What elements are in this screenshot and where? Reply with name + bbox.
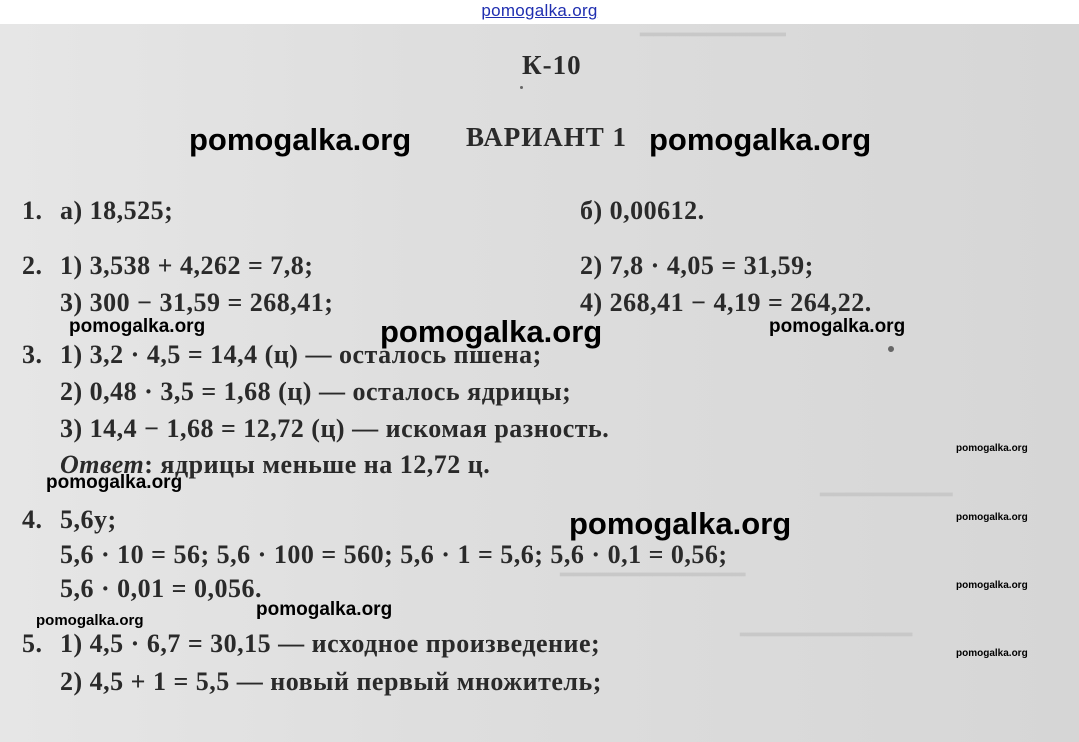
problem-2-step-4: 4) 268,41 − 4,19 = 264,22. bbox=[580, 288, 872, 317]
watermark: pomogalka.org bbox=[69, 316, 206, 337]
bleed-through-decoration: ━━━━━━━━━━━ bbox=[640, 24, 786, 47]
problem-5-number: 5. bbox=[22, 629, 43, 658]
watermark: pomogalka.org bbox=[956, 512, 1028, 523]
watermark: pomogalka.org bbox=[256, 599, 393, 620]
answer-label: Ответ bbox=[60, 450, 145, 479]
problem-2-step-3: 3) 300 − 31,59 = 268,41; bbox=[60, 288, 334, 317]
problem-1-number: 1. bbox=[22, 196, 43, 225]
problem-1-b: б) 0,00612. bbox=[580, 196, 705, 225]
speck-decoration bbox=[888, 346, 894, 352]
watermark: pomogalka.org bbox=[769, 316, 906, 337]
problem-4-line-3: 5,6 · 0,01 = 0,056. bbox=[60, 574, 262, 603]
problem-2-step-2: 2) 7,8 · 4,05 = 31,59; bbox=[580, 251, 814, 280]
problem-2-step-1: 1) 3,538 + 4,262 = 7,8; bbox=[60, 251, 314, 280]
watermark: pomogalka.org bbox=[956, 580, 1028, 591]
variant-title: ВАРИАНТ 1 bbox=[466, 122, 628, 152]
scanned-page bbox=[0, 24, 1079, 742]
heading: К-10 bbox=[522, 50, 582, 80]
watermark: pomogalka.org bbox=[189, 122, 412, 157]
problem-4-number: 4. bbox=[22, 505, 43, 534]
bleed-through-decoration: ━━━━━━━━━━━━━ bbox=[740, 622, 913, 647]
problem-3-step-3: 3) 14,4 − 1,68 = 12,72 (ц) — искомая разность. bbox=[60, 414, 610, 443]
top-watermark[interactable]: pomogalka.org bbox=[481, 1, 598, 20]
problem-3-number: 3. bbox=[22, 340, 43, 369]
problem-5-step-2: 2) 4,5 + 1 = 5,5 — новый первый множитель; bbox=[60, 667, 602, 696]
problem-4-expression: 5,6y; bbox=[60, 505, 117, 534]
problem-3-step-2: 2) 0,48 · 3,5 = 1,68 (ц) — осталось ядрицы; bbox=[60, 377, 572, 406]
watermark: pomogalka.org bbox=[956, 648, 1028, 659]
bleed-through-decoration: ━━━━━━━━━━ bbox=[820, 482, 953, 507]
problem-1-a: а) 18,525; bbox=[60, 196, 174, 225]
watermark: pomogalka.org bbox=[649, 122, 872, 157]
watermark: pomogalka.org bbox=[569, 506, 792, 541]
problem-2-number: 2. bbox=[22, 251, 43, 280]
watermark: pomogalka.org bbox=[380, 314, 603, 349]
watermark: pomogalka.org bbox=[36, 612, 144, 629]
watermark: pomogalka.org bbox=[956, 443, 1028, 454]
bleed-through-decoration: ━━━━━━━━━━━━━━ bbox=[560, 562, 746, 587]
watermark: pomogalka.org bbox=[46, 472, 183, 493]
speck-decoration bbox=[520, 86, 523, 89]
problem-5-step-1: 1) 4,5 · 6,7 = 30,15 — исходное произведение; bbox=[60, 629, 601, 658]
problem-3-step-1: 1) 3,2 · 4,5 = 14,4 (ц) — осталось пшена; bbox=[60, 340, 542, 369]
answer-text: : ядрицы меньше на 12,72 ц. bbox=[144, 450, 491, 479]
problem-4-line-2: 5,6 · 10 = 56; 5,6 · 100 = 560; 5,6 · 1 = 5,6; 5,6 · 0,1 = 0,56; bbox=[60, 540, 728, 569]
